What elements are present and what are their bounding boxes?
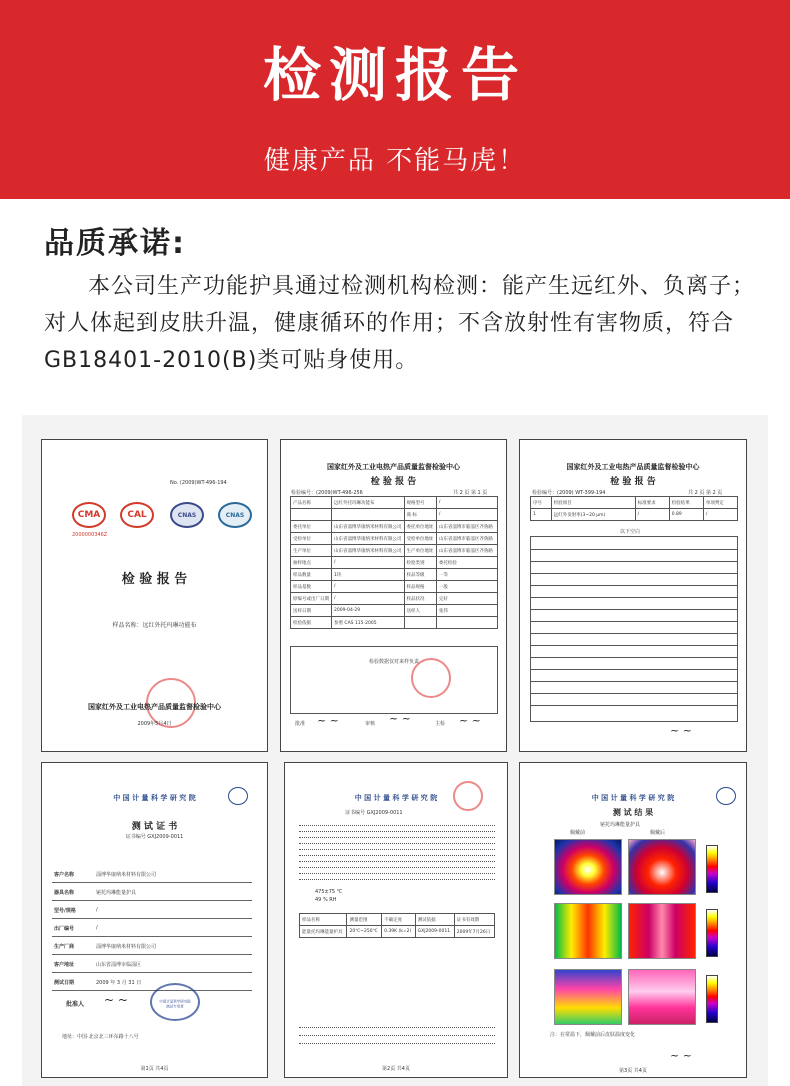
results2-institute: 中 国 计 量 科 学 研 究 院 bbox=[354, 794, 438, 802]
cnas-lab-logo-icon: CNAS bbox=[218, 502, 252, 528]
form-page: 共 2 页 第 1 页 bbox=[453, 490, 488, 496]
cnas-logo-icon: CNAS bbox=[170, 502, 204, 528]
logo-code: 2000000346Z bbox=[72, 532, 108, 538]
report-cover-document[interactable] bbox=[41, 439, 268, 752]
cert-address: 地址：中国·北京北三环东路十八号 bbox=[62, 1034, 139, 1040]
form-conclusion: 检验数据仅对来样负责 bbox=[368, 659, 419, 665]
form-table-row bbox=[291, 605, 498, 617]
form-field-label: 样品等级 bbox=[404, 569, 436, 581]
page-subtitle: 健康产品 不能马虎！ bbox=[263, 146, 527, 176]
header-banner bbox=[0, 0, 790, 199]
approver-label: 批准人 bbox=[66, 1001, 85, 1008]
results-ruled-area bbox=[530, 536, 738, 722]
cert-field-row bbox=[52, 975, 252, 991]
cal-logo-icon: CAL bbox=[120, 502, 154, 528]
form-field-value: 山东省淄博市临淄区齐鲁路 bbox=[436, 545, 497, 557]
form-field-value: / bbox=[332, 581, 405, 593]
report-results-document[interactable] bbox=[519, 439, 747, 752]
form-field-value bbox=[436, 617, 497, 629]
thermal-image-after-2 bbox=[628, 903, 696, 959]
results2-cert-number: 证书编号 GXJ2009-0011 bbox=[345, 810, 403, 816]
cert-field-label: 生产厂商 bbox=[54, 944, 75, 950]
signature-4: ~ ~ bbox=[670, 724, 692, 737]
thermal-institute: 中 国 计 量 科 学 研 究 院 bbox=[591, 794, 675, 802]
form-field-label: 检验依据 bbox=[291, 617, 332, 629]
results-code: 检验编号：(2009) WT-399-194 bbox=[532, 490, 606, 496]
thermal-image-before-1 bbox=[554, 839, 622, 895]
form-table-row bbox=[291, 509, 498, 521]
cert-number: 证书编号 GXJ2009-0011 bbox=[125, 834, 184, 840]
review-label: 审核 bbox=[365, 721, 376, 727]
results2-page: 第2页 共4页 bbox=[382, 1066, 410, 1072]
promise-heading: 品质承诺: bbox=[44, 226, 186, 261]
cert-field-row bbox=[52, 921, 252, 937]
form-field-label: 产品名称 bbox=[291, 497, 332, 509]
thermal-title: 测 试 结 果 bbox=[612, 808, 654, 817]
form-table-row bbox=[291, 617, 498, 629]
form-field-label: 商 标 bbox=[404, 509, 436, 521]
form-field-label: 抽样地点 bbox=[291, 557, 332, 569]
form-field-label bbox=[291, 509, 332, 521]
thermal-col-after: 佩戴后 bbox=[650, 830, 666, 836]
cover-sample-name: 样品名称：远红外托玛琳功能布 bbox=[112, 622, 197, 629]
results2-text-block bbox=[299, 821, 495, 891]
form-table-row bbox=[291, 533, 498, 545]
form-table-row bbox=[291, 557, 498, 569]
cert-field-label: 客户名称 bbox=[54, 872, 75, 878]
inspector-label: 主检 bbox=[435, 721, 446, 727]
form-field-label: 样品状况 bbox=[404, 593, 436, 605]
thermal-scale-3 bbox=[706, 975, 718, 1023]
form-field-value: 一般 bbox=[436, 581, 497, 593]
cert-title: 测 试 证 书 bbox=[131, 822, 178, 832]
form-field-label: 生产单位 bbox=[291, 545, 332, 557]
cert-field-value: / bbox=[96, 925, 98, 931]
form-result-box bbox=[290, 646, 498, 714]
thermal-image-before-3 bbox=[554, 969, 622, 1025]
form-field-value: / bbox=[332, 593, 405, 605]
certification-logos bbox=[72, 498, 252, 532]
cert-field-row bbox=[52, 885, 252, 901]
results-page: 共 2 页 第 2 页 bbox=[688, 490, 723, 496]
promise-body: 本公司生产功能护具通过检测机构检测：能产生远红外、负离子；对人体起到皮肤升温，健康循环的作用；不含放射性有害物质，符合GB18401-2010(B)类可贴身使用。 bbox=[44, 274, 756, 373]
form-code: 检验编号：(2009)WT-496-256 bbox=[291, 490, 363, 496]
institute-logo-icon bbox=[716, 787, 736, 805]
form-field-value: 委托检验 bbox=[436, 557, 497, 569]
form-field-value bbox=[332, 509, 405, 521]
cover-issuer: 国家红外及工业电热产品质量监督检验中心 bbox=[88, 703, 221, 711]
form-table-row bbox=[291, 521, 498, 533]
metrology-certificate-document[interactable] bbox=[41, 762, 268, 1078]
cert-field-label: 测试日期 bbox=[54, 980, 75, 986]
thermal-image-before-2 bbox=[554, 903, 622, 959]
cert-institute: 中 国 计 量 科 学 研 究 院 bbox=[113, 794, 196, 802]
institute-logo-icon bbox=[228, 787, 248, 805]
cert-page: 第1页 共4页 bbox=[140, 1066, 169, 1072]
form-field-label: 受检单位地址 bbox=[404, 533, 436, 545]
cert-field-value: 淄博华康纳米材料有限公司 bbox=[96, 872, 157, 878]
results2-notes bbox=[299, 1023, 495, 1053]
approve-label: 批准 bbox=[295, 721, 306, 727]
form-field-value: 1块 bbox=[332, 569, 405, 581]
report-code: No. (2009)WT-496-194 bbox=[170, 480, 227, 486]
red-stamp-icon bbox=[453, 781, 483, 811]
signature-2: ~ ~ bbox=[389, 712, 411, 725]
form-field-value: / bbox=[436, 497, 497, 509]
form-field-value: 山东省淄博市临淄区齐鲁路 bbox=[436, 521, 497, 533]
results-table: 序号 检验项目 标准要求 检验结果 单项判定 1 远红外发射率(3~20 μm) / 0.89 / bbox=[530, 496, 738, 521]
blank-note: 以下空白 bbox=[620, 529, 641, 535]
form-field-value: / bbox=[332, 557, 405, 569]
cert-field-value: 铋托玛琳能量护具 bbox=[96, 890, 137, 896]
results-center-name: 国家红外及工业电热产品质量监督检验中心 bbox=[566, 463, 700, 471]
form-field-label: 原编号或出厂日期 bbox=[291, 593, 332, 605]
page-title: 检测报告 bbox=[262, 41, 527, 109]
cert-field-value: 山东省淄博市临淄区 bbox=[96, 962, 142, 968]
form-field-value: 参照 CAS 115-2005 bbox=[332, 617, 405, 629]
form-field-label: 送样人 bbox=[404, 605, 436, 617]
form-field-label: 检验类别 bbox=[404, 557, 436, 569]
form-field-value: 山东省淄博华康纳米材料有限公司 bbox=[332, 545, 405, 557]
cover-date: 2009年5月4日 bbox=[137, 721, 172, 727]
form-field-value: 一等 bbox=[436, 569, 497, 581]
form-field-label bbox=[404, 617, 436, 629]
form-field-value: 山东省淄博华康纳米材料有限公司 bbox=[332, 533, 405, 545]
report-form-document[interactable] bbox=[280, 439, 507, 752]
form-field-label: 样品基数 bbox=[291, 581, 332, 593]
metrology-results-document[interactable] bbox=[284, 762, 508, 1078]
form-field-label: 样品数量 bbox=[291, 569, 332, 581]
results-title: 检 验 报 告 bbox=[610, 477, 656, 487]
thermal-results-document[interactable] bbox=[519, 762, 747, 1078]
cert-field-label: 型号/规格 bbox=[54, 908, 76, 914]
form-field-value: 远红外托玛琳功能布 bbox=[332, 497, 405, 509]
form-field-label: 委托单位地址 bbox=[404, 521, 436, 533]
results2-temp: 475±75 ℃ bbox=[315, 889, 343, 895]
form-field-value: 完好 bbox=[436, 593, 497, 605]
form-field-label: 送样日期 bbox=[291, 605, 332, 617]
cert-field-row bbox=[52, 957, 252, 973]
results2-table: 样品名称 测量范围 不确定度 测试依据 证书有效期 能量托玛琳能量护具 20℃~250℃ 0.39K (k=2) GXJ2009-0011 2009年7月26日 bbox=[299, 913, 495, 938]
form-field-label: 规格型号 bbox=[404, 497, 436, 509]
thermal-image-after-1 bbox=[628, 839, 696, 895]
form-field-label: 委托单位 bbox=[291, 521, 332, 533]
stamp-text: 中国计量科学研究院 测试专用章 bbox=[159, 999, 191, 1009]
form-field-value: / bbox=[436, 509, 497, 521]
thermal-image-after-3 bbox=[628, 969, 696, 1025]
cert-field-label: 出厂编号 bbox=[54, 926, 75, 932]
form-field-label: 受检单位 bbox=[291, 533, 332, 545]
form-table-row bbox=[291, 569, 498, 581]
thermal-scale-1 bbox=[706, 845, 718, 893]
form-center-name: 国家红外及工业电热产品质量监督检验中心 bbox=[327, 463, 460, 471]
signature-5: ~ ~ bbox=[670, 1049, 692, 1062]
cert-field-row bbox=[52, 939, 252, 955]
thermal-header: 铋托玛琳能量护具 bbox=[600, 822, 641, 828]
approver-signature: ~ ~ bbox=[104, 993, 128, 1007]
cert-field-value: 2009 年 3 月 31 日 bbox=[96, 980, 142, 986]
signature-3: ~ ~ bbox=[459, 714, 481, 727]
form-field-label: 生产单位地址 bbox=[404, 545, 436, 557]
form-field-value: 山东省淄博华康纳米材料有限公司 bbox=[332, 521, 405, 533]
cert-field-row bbox=[52, 867, 252, 883]
thermal-col-before: 佩戴前 bbox=[570, 830, 586, 836]
form-field-value: 张伟 bbox=[436, 605, 497, 617]
results2-humidity: 49 % RH bbox=[315, 897, 337, 903]
form-table-row bbox=[291, 497, 498, 509]
form-field-value: 山东省淄博市临淄区齐鲁路 bbox=[436, 533, 497, 545]
cover-title: 检 验 报 告 bbox=[121, 572, 188, 587]
cert-field-value: 淄博华康纳米材料有限公司 bbox=[96, 944, 157, 950]
form-field-value: 2009-04-29 bbox=[332, 605, 405, 617]
form-title: 检 验 报 告 bbox=[370, 477, 417, 487]
thermal-page: 第3页 共4页 bbox=[619, 1068, 647, 1074]
cert-field-value: / bbox=[96, 907, 98, 913]
cert-field-label: 客户地址 bbox=[54, 962, 75, 968]
thermal-scale-2 bbox=[706, 909, 718, 957]
form-table-row bbox=[291, 581, 498, 593]
form-field-label: 样品规格 bbox=[404, 581, 436, 593]
cert-fields bbox=[52, 867, 252, 993]
form-table bbox=[290, 496, 498, 629]
thermal-note: 注：在常温下，佩戴前后皮肤温度变化 bbox=[550, 1032, 636, 1038]
signature-1: ~ ~ bbox=[317, 714, 339, 727]
cert-field-row bbox=[52, 903, 252, 919]
form-table-row bbox=[291, 545, 498, 557]
cma-logo-icon: CMA bbox=[72, 502, 106, 528]
cert-field-label: 器具名称 bbox=[54, 890, 75, 896]
form-table-row bbox=[291, 593, 498, 605]
